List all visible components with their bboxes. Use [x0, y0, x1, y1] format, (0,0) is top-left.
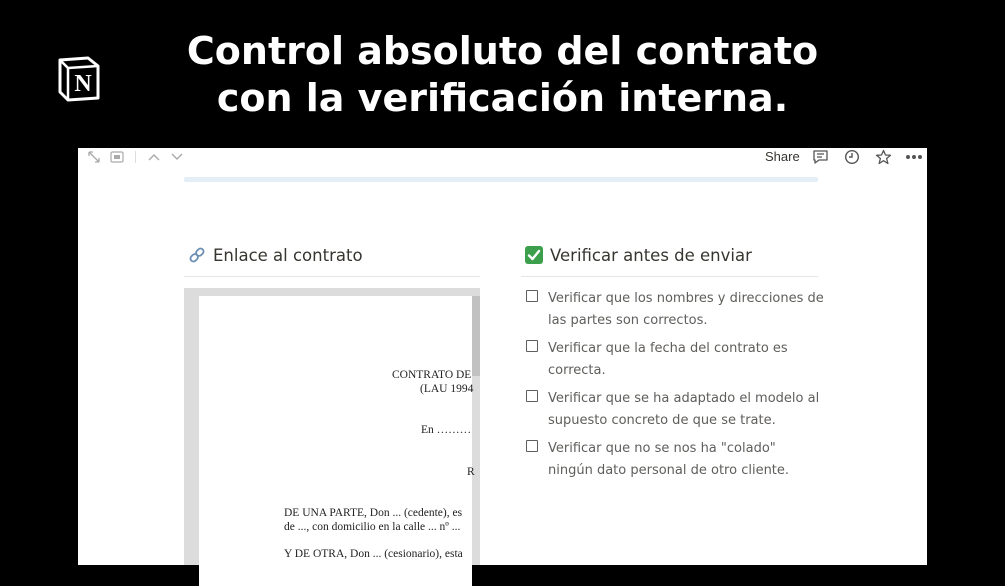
more-icon[interactable]	[904, 148, 924, 166]
checklist-title: Verificar antes de enviar	[550, 246, 752, 265]
notion-page-window	[78, 148, 927, 565]
checklist-item-text[interactable]: Verificar que se ha adaptado el modelo al supuesto concreto de que se trate.	[548, 391, 820, 428]
checklist-item-text[interactable]: Verificar que los nombres y direcciones de las partes son correctos.	[548, 291, 824, 328]
headline-line-2: con la verificación interna.	[216, 76, 789, 120]
headline-line-1: Control absoluto del contrato	[186, 29, 819, 73]
todo-checkbox[interactable]	[526, 390, 538, 402]
left-title-divider	[184, 276, 480, 277]
share-button[interactable]: Share	[765, 149, 800, 164]
contract-document-page	[199, 296, 475, 586]
svg-text:N: N	[74, 71, 92, 97]
doc-text-line: DE UNA PARTE, Don ... (cedente), es	[284, 507, 463, 519]
chevron-up-icon[interactable]	[146, 148, 162, 166]
doc-subtitle-line: (LAU 1994	[420, 383, 474, 395]
doc-heading-line: R	[467, 466, 475, 478]
embed-scrollbar[interactable]	[472, 296, 480, 376]
link-icon	[188, 246, 206, 264]
sidebar-icon[interactable]	[109, 148, 125, 166]
doc-text-line: de ..., con domicilio en la calle ... nº ...	[284, 521, 461, 533]
top-toolbar	[78, 148, 927, 166]
contract-embed-preview[interactable]	[184, 288, 480, 565]
todo-checkbox[interactable]	[526, 290, 538, 302]
clock-icon[interactable]	[843, 148, 861, 166]
toolbar-divider	[135, 151, 136, 163]
right-title-divider	[521, 276, 818, 277]
doc-title-line: CONTRATO DE	[392, 369, 472, 381]
chevron-down-icon[interactable]	[169, 148, 185, 166]
checkbox-checked-icon	[525, 246, 543, 264]
todo-checkbox[interactable]	[526, 340, 538, 352]
checklist-item-text[interactable]: Verificar que la fecha del contrato es correcta.	[548, 341, 788, 378]
doc-place-line: En ………	[421, 424, 472, 436]
comment-icon[interactable]	[811, 148, 829, 166]
doc-text-line: Y DE OTRA, Don ... (cesionario), esta	[284, 548, 463, 560]
expand-icon[interactable]	[86, 148, 102, 166]
progress-bar	[184, 177, 818, 182]
star-icon[interactable]	[874, 148, 892, 166]
checklist-item-text[interactable]: Verificar que no se nos ha "colado" ningún dato personal de otro cliente.	[548, 441, 790, 478]
contract-link-title: Enlace al contrato	[213, 246, 363, 265]
todo-checkbox[interactable]	[526, 440, 538, 452]
